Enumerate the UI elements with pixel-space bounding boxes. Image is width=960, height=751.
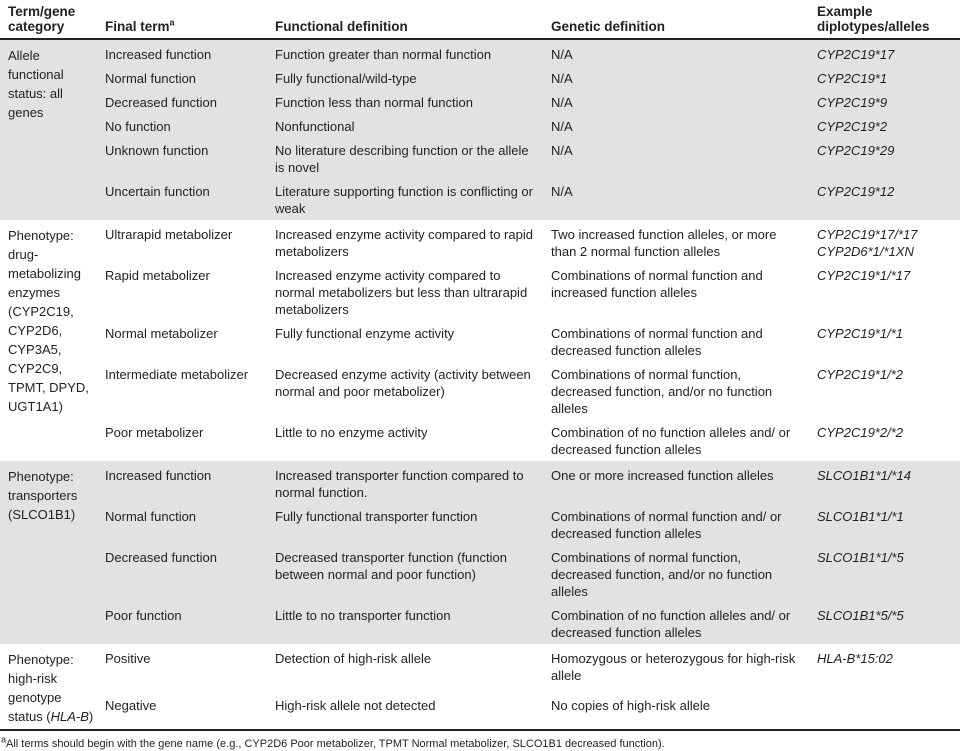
term-cell: Normal function [105, 504, 275, 545]
term-cell: Increased function [105, 461, 275, 504]
table-row [0, 461, 960, 504]
table-row [0, 693, 960, 729]
genetic-def-cell: Combinations of normal function, decreased function, and/or no function alleles [551, 545, 817, 603]
col-header-functional-definition: Functional definition [275, 0, 551, 39]
category-italic-text: HLA-B [50, 709, 89, 724]
genetic-def-cell: N/A [551, 39, 817, 66]
section-phenotype-high-risk-genotype [0, 644, 960, 729]
col-header-term-gene-category: Term/gene category [0, 0, 105, 39]
examples-cell [817, 90, 960, 114]
functional-def-cell: Function greater than normal function [275, 39, 551, 66]
table-row [0, 179, 960, 220]
table-row [0, 504, 960, 545]
col-header-genetic-definition: Genetic definition [551, 0, 817, 39]
functional-def-cell: Function less than normal function [275, 90, 551, 114]
example-allele: CYP2C19*2/*2 [817, 425, 903, 440]
category-cell [0, 461, 105, 644]
table-row [0, 644, 960, 693]
genetic-def-cell: N/A [551, 179, 817, 220]
genetic-def-cell: Combinations of normal function and/ or decreased function alleles [551, 504, 817, 545]
examples-cell [817, 644, 960, 693]
examples-cell [817, 545, 960, 603]
table-row [0, 138, 960, 179]
table-row [0, 362, 960, 420]
term-cell: Negative [105, 698, 157, 714]
section-phenotype-transporters [0, 461, 960, 644]
genetic-def-cell: Combination of no function alleles and/ or decreased function alleles [551, 603, 817, 644]
functional-def-cell: Decreased transporter function (function between normal and poor function) [275, 545, 551, 603]
example-allele: CYP2C19*1 [817, 71, 888, 86]
functional-def-cell: High-risk allele not detected [275, 698, 436, 714]
examples-cell [817, 461, 960, 504]
term-cell: Decreased function [105, 90, 275, 114]
table-footnote [0, 731, 960, 751]
footnote-text: All terms should begin with the gene name (e.g., CYP2D6 Poor metabolizer, TPMT Normal metabolizer, SLCO1B1 decreased function). [6, 738, 665, 750]
genetic-def-cell: Combinations of normal function and increased function alleles [551, 268, 763, 300]
examples-cell [817, 114, 960, 138]
table-row [0, 545, 960, 603]
functional-def-cell: Increased enzyme activity compared to normal metabolizers but less than ultrarapid metabolizers [275, 268, 528, 317]
genetic-def-cell: N/A [551, 138, 817, 179]
section-phenotype-drug-metabolizing-enzymes [0, 220, 960, 461]
category-text: Phenotype: drug-metabolizing enzymes (CYP2C19, CYP2D6, CYP3A5, CYP2C9, TPMT, DPYD, UGT1A1) [8, 228, 89, 414]
table-row [0, 66, 960, 90]
table-row [0, 263, 960, 321]
functional-def-cell: Literature supporting function is conflicting or weak [275, 179, 551, 220]
term-cell: Intermediate metabolizer [105, 367, 249, 382]
example-allele: CYP2C19*17/*17 [817, 227, 918, 242]
table-header-row [0, 0, 960, 39]
functional-def-cell: Little to no enzyme activity [275, 425, 428, 440]
functional-def-cell: Nonfunctional [275, 114, 551, 138]
term-cell: Unknown function [105, 138, 275, 179]
example-allele: SLCO1B1*1/*1 [817, 509, 904, 524]
example-allele: CYP2C19*9 [817, 95, 888, 110]
category-text: Allele functional status: all genes [8, 48, 64, 120]
functional-def-cell: Fully functional transporter function [275, 504, 551, 545]
functional-def-cell: Little to no transporter function [275, 603, 551, 644]
example-allele: CYP2C19*12 [817, 184, 895, 199]
footnote-superscript: a [1, 734, 7, 745]
examples-cell [817, 220, 960, 263]
examples-cell [817, 420, 960, 461]
examples-cell [817, 362, 960, 420]
genetic-def-cell: One or more increased function alleles [551, 461, 817, 504]
functional-def-cell: Detection of high-risk allele [275, 651, 432, 666]
example-allele: HLA-B*15:02 [817, 651, 893, 666]
table-row [0, 321, 960, 362]
term-cell: Ultrarapid metabolizer [105, 227, 233, 242]
category-cell [0, 39, 105, 220]
example-allele: CYP2C19*17 [817, 47, 895, 62]
example-allele: SLCO1B1*1/*5 [817, 550, 904, 565]
genetic-def-cell: Combinations of normal function, decreased function, and/or no function alleles [551, 367, 773, 416]
category-text: Phenotype: transporters (SLCO1B1) [8, 469, 78, 522]
term-cell: No function [105, 114, 275, 138]
table-row [0, 114, 960, 138]
term-cell: Positive [105, 651, 151, 666]
term-cell: Normal metabolizer [105, 326, 218, 341]
final-term-superscript: a [169, 17, 175, 28]
functional-def-cell: Increased enzyme activity compared to rapid metabolizers [275, 227, 533, 259]
functional-def-cell: No literature describing function or the allele is novel [275, 138, 551, 179]
category-text-suffix: ) [88, 709, 94, 724]
category-text: Phenotype: high-risk genotype status ( [8, 652, 74, 724]
term-cell: Normal function [105, 66, 275, 90]
term-cell: Poor metabolizer [105, 425, 204, 440]
genetic-def-cell: N/A [551, 66, 817, 90]
genetic-def-cell: N/A [551, 114, 817, 138]
term-cell: Uncertain function [105, 179, 275, 220]
functional-def-cell: Increased transporter function compared to normal function. [275, 461, 551, 504]
final-term-label: Final term [105, 19, 170, 34]
table-row [0, 603, 960, 644]
genetic-def-cell: Combinations of normal function and decreased function alleles [551, 326, 763, 358]
table-row [0, 220, 960, 263]
example-allele: CYP2C19*29 [817, 143, 895, 158]
term-cell: Increased function [105, 39, 275, 66]
genetic-def-cell: Homozygous or heterozygous for high-risk allele [551, 651, 796, 683]
examples-cell [817, 603, 960, 644]
functional-def-cell: Decreased enzyme activity (activity between normal and poor metabolizer) [275, 367, 531, 399]
genetic-def-cell: Two increased function alleles, or more than 2 normal function alleles [551, 227, 777, 259]
examples-cell [817, 179, 960, 220]
examples-cell [817, 263, 960, 321]
term-cell: Poor function [105, 603, 275, 644]
term-cell: Rapid metabolizer [105, 268, 210, 283]
category-cell [0, 220, 105, 461]
example-allele: CYP2C19*1/*2 [817, 367, 903, 382]
functional-def-cell: Fully functional enzyme activity [275, 326, 455, 341]
example-allele: SLCO1B1*1/*14 [817, 468, 911, 483]
col-header-example-diplotypes: Example diplotypes/alleles [817, 0, 960, 39]
table-header [0, 0, 960, 39]
genetic-def-cell: N/A [551, 90, 817, 114]
examples-cell [817, 138, 960, 179]
example-allele: SLCO1B1*5/*5 [817, 608, 904, 623]
genetic-def-cell: Combination of no function alleles and/ or decreased function alleles [551, 425, 791, 457]
examples-cell [817, 693, 960, 729]
examples-cell [817, 39, 960, 66]
example-allele: CYP2C19*2 [817, 119, 888, 134]
functional-def-cell: Fully functional/wild-type [275, 66, 551, 90]
category-cell [0, 644, 105, 729]
example-allele: CYP2C19*1/*17 [817, 268, 911, 283]
table-row [0, 90, 960, 114]
term-cell: Decreased function [105, 545, 275, 603]
examples-cell [817, 321, 960, 362]
section-allele-functional-status [0, 39, 960, 220]
examples-cell [817, 66, 960, 90]
table-row [0, 420, 960, 461]
col-header-final-term [105, 0, 275, 39]
table-row [0, 39, 960, 66]
example-allele: CYP2D6*1/*1XN [817, 244, 914, 259]
genetic-def-cell: No copies of high-risk allele [551, 698, 710, 714]
examples-cell [817, 504, 960, 545]
example-allele: CYP2C19*1/*1 [817, 326, 903, 341]
